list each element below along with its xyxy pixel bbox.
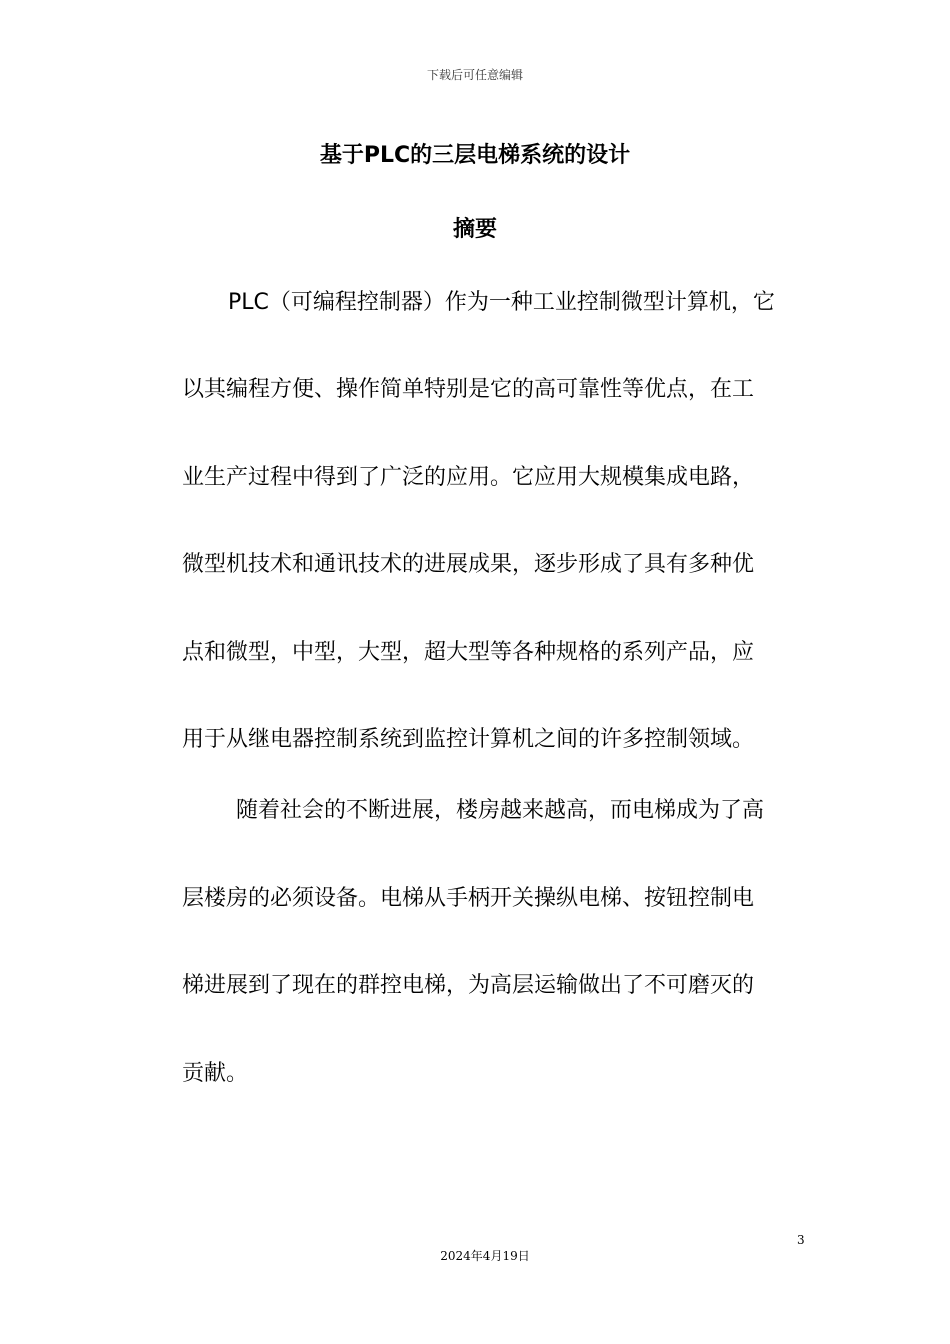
paragraph-line: PLC（可编程控制器）作为一种工业控制微型计算机，它 bbox=[228, 290, 775, 315]
header-note: 下载后可任意编辑 bbox=[426, 68, 523, 82]
paragraph-line: 随着社会的不断进展，楼房越来越高，而电梯成为了高 bbox=[236, 798, 765, 823]
abstract-heading: 摘要 bbox=[452, 217, 497, 242]
paragraph-line: 层楼房的必须设备。电梯从手柄开关操纵电梯、按钮控制电 bbox=[182, 886, 755, 911]
paragraph-line: 用于从继电器控制系统到监控计算机之间的许多控制领域。 bbox=[182, 727, 755, 752]
paragraph-line: 贡献。 bbox=[182, 1061, 249, 1086]
paragraph-line: 梯进展到了现在的群控电梯，为高层运输做出了不可磨灭的 bbox=[182, 973, 755, 998]
document-title: 基于PLC的三层电梯系统的设计 bbox=[319, 143, 631, 168]
page-number: 3 bbox=[797, 1233, 805, 1247]
paragraph-line: 微型机技术和通讯技术的进展成果，逐步形成了具有多种优 bbox=[182, 552, 755, 577]
paragraph-line: 业生产过程中得到了广泛的应用。它应用大规模集成电路， bbox=[182, 465, 755, 490]
paragraph-line: 以其编程方便、操作简单特别是它的高可靠性等优点，在工 bbox=[182, 377, 755, 402]
paragraph-line: 点和微型，中型，大型，超大型等各种规格的系列产品，应 bbox=[182, 640, 755, 665]
footer-date: 2024年4月19日 bbox=[440, 1249, 530, 1263]
